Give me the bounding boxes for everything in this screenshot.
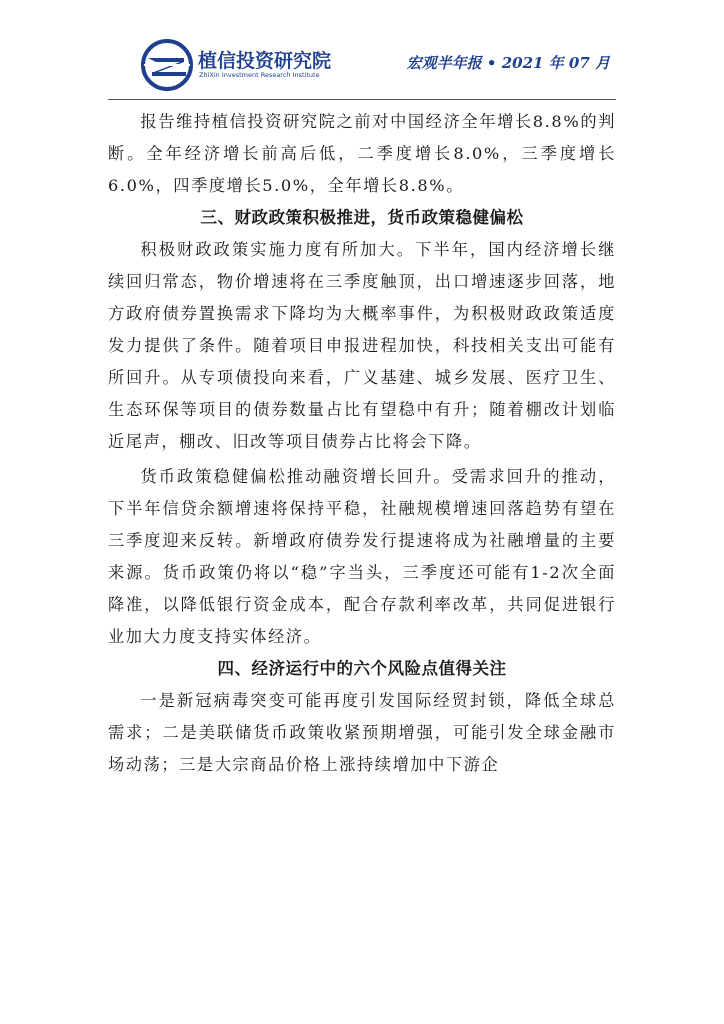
paragraph: 一是新冠病毒突变可能再度引发国际经贸封锁，降低全球总需求；二是美联储货币政策收紧预期增强，可能引发全球金融市场动荡；三是大宗商品价格上涨持续增加中下游企: [108, 691, 616, 774]
logo-subtitle: ZhiXin Investment Research Institute: [199, 71, 320, 79]
zhixin-logo-icon: [140, 38, 194, 92]
page-header: [108, 30, 616, 100]
section-heading: 四、经济运行中的六个风险点值得关注: [217, 659, 507, 678]
paragraph: 货币政策稳健偏松推动融资增长回升。受需求回升的推动，下半年信贷余额增速将保持平稳，社融规模增速回落趋势有望在三季度迎来反转。新增政府债券发行提速将成为社融增量的主要来源。货币政策仍将以“稳”字当头，三季度还可能有1-2次全面降准，以降低银行资金成本，配合存款利率改革，共同促进银行业加大力度支持实体经济。: [108, 467, 616, 646]
document-body: [108, 106, 616, 781]
header-divider: [108, 99, 616, 100]
paragraph: 积极财政政策实施力度有所加大。下半年，国内经济增长继续回归常态，物价增速将在三季度触顶，出口增速逐步回落，地方政府债券置换需求下降均为大概率事件，为积极财政政策适度发力提供了条件。随着项目申报进程加快，科技相关支出可能有所回升。从专项债投向来看，广义基建、城乡发展、医疗卫生、生态环保等项目的债券数量占比有望稳中有升；随着棚改计划临近尾声，棚改、旧改等项目债券占比将会下降。: [108, 240, 616, 451]
logo-name: 植信投资研究院: [198, 50, 332, 72]
report-tag: 宏观半年报 • 2021 年 07 月: [406, 54, 610, 72]
paragraph: 报告维持植信投资研究院之前对中国经济全年增长8.8%的判断。全年经济增长前高后低，二季度增长8.0%，三季度增长6.0%，四季度增长5.0%，全年增长8.8%。: [108, 112, 616, 195]
section-heading: 三、财政政策积极推进，货币政策稳健偏松: [200, 208, 524, 227]
